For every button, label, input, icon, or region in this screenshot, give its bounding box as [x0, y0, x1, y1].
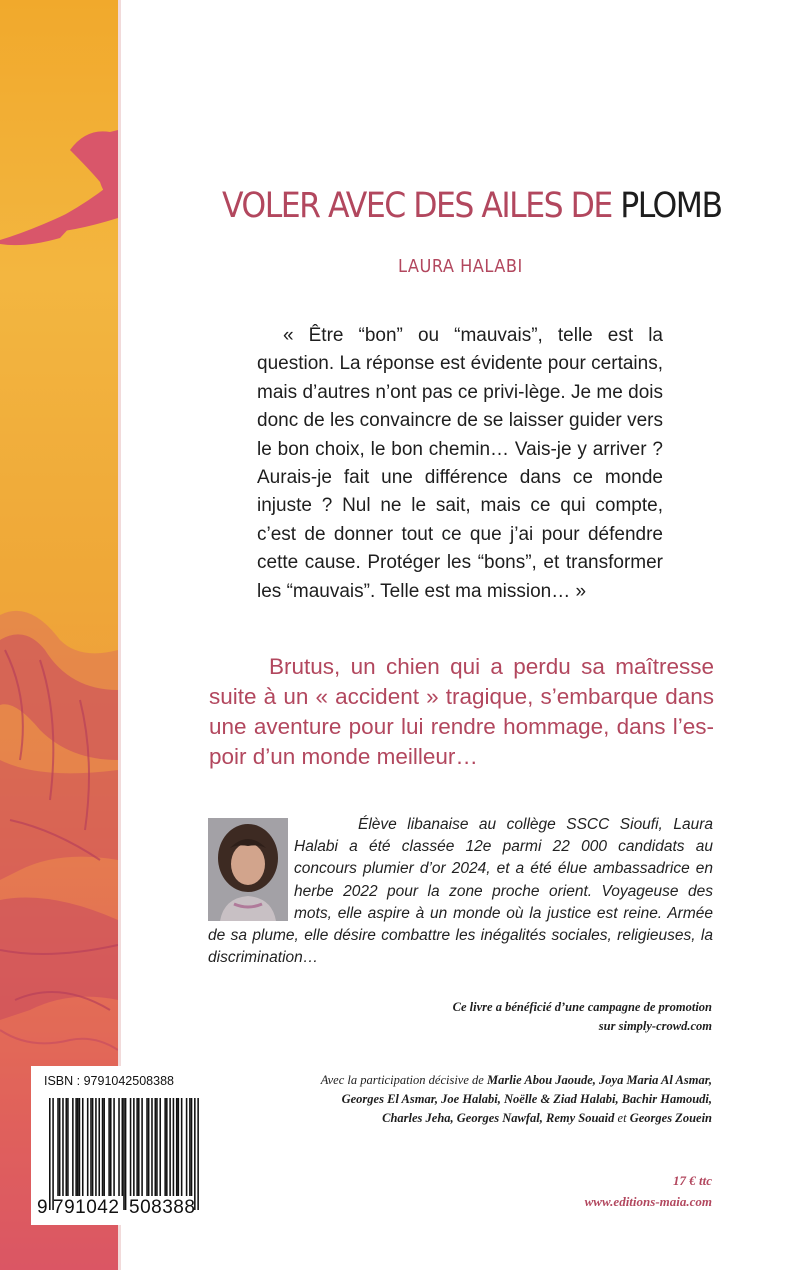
barcode-bar [133, 1098, 135, 1196]
barcode-bar [79, 1098, 81, 1196]
barcode-bar [62, 1098, 64, 1196]
barcode-bar [146, 1098, 148, 1196]
barcode-box [31, 1066, 207, 1225]
book-title [222, 182, 742, 230]
barcode-bar [59, 1098, 61, 1196]
book-title-part2: PLOMB [620, 186, 722, 226]
barcode-bar [166, 1098, 168, 1196]
barcode-bar [49, 1098, 51, 1210]
barcode-bar [189, 1098, 191, 1196]
author-bio-text: Élève libanaise au collège SSCC Sioufi, Laura Halabi a été classée 12e parmi 22 000 candidats au concours plumier d’or 2024, et a été élue ambassadrice en herbe 2022 pour la zone proche orient. Voyageuse des mots, elle aspire à un monde où la justice est reine. Armée de sa plume, elle désire combattre les inégalités sociales, religieuses, la discrimination… [208, 816, 713, 967]
quote-block [257, 322, 663, 606]
barcode-bar [57, 1098, 59, 1196]
barcode-bar [123, 1098, 125, 1210]
barcode-bar [113, 1098, 115, 1196]
credits-last: Georges Zouein [629, 1111, 712, 1125]
barcode-bar [148, 1098, 150, 1196]
barcode-bar [191, 1098, 193, 1196]
publisher-website: www.editions-maia.com [584, 1194, 712, 1209]
quote-part1: « Être “bon” ou “mauvais”, telle est la question. La réponse est évidente pour certains, mais d’autres n’ont pas ce privi- [257, 325, 663, 403]
barcode-bar [122, 1098, 124, 1196]
promo-line-2: sur simply-crowd.com [598, 1019, 712, 1033]
barcode-bar [65, 1098, 67, 1196]
summary-block [209, 652, 714, 772]
barcode-bar [181, 1098, 183, 1196]
photo-spacer [208, 814, 294, 924]
barcode-bar [138, 1098, 140, 1196]
barcode-bar [169, 1098, 171, 1196]
barcode-bar [125, 1098, 127, 1210]
author-bio [208, 814, 713, 969]
barcode-bar [118, 1098, 120, 1196]
barcode-bar [156, 1098, 158, 1196]
barcode-bar [173, 1098, 175, 1196]
barcode-bar [92, 1098, 94, 1196]
credits-names: Marlie Abou Jaoude, Joya Maria Al Asmar, Georges El Asmar, Joe Halabi, Noëlle & Ziad Halabi, Bachir Hamoudi, Charles Jeha, Georges Nawfal, Remy Souaid [341, 1073, 712, 1125]
quote-part2: lège. Je me dois donc de les convaincre de se laisser guider vers le bon choix, le bon chemin… Vais-je y arriver ? Aurais-je fait une différence dans ce monde injuste ? Nul ne le sait, mais ce qui compte, c’est de donner tout ce que j’ai pour défendre cette cause. Protéger les “bons”, et transformer les “mauvais”. Telle est ma mission… » [257, 381, 663, 602]
barcode-bar [52, 1098, 54, 1210]
barcode-bar [102, 1098, 104, 1196]
price: 17 € ttc [673, 1173, 712, 1188]
barcode-bar [87, 1098, 89, 1196]
barcode-bar [141, 1098, 143, 1196]
promo-note [332, 998, 712, 1036]
barcode-bar [67, 1098, 69, 1196]
isbn-label: ISBN : 9791042508388 [44, 1074, 174, 1088]
author-name: LAURA HALABI [398, 256, 523, 277]
promo-line-1: Ce livre a bénéficié d’une campagne de promotion [452, 1000, 712, 1014]
barcode-bar [164, 1098, 166, 1196]
barcode-bar [136, 1098, 138, 1196]
barcode-bar [90, 1098, 92, 1196]
barcode-bar [110, 1098, 112, 1196]
summary-text: Brutus, un chien qui a perdu sa maîtresse suite à un « accident » tragique, s’embarque dans une aventure pour lui rendre hommage, dans l’es-poir d’un monde meilleur… [209, 654, 714, 769]
barcode-bar [77, 1098, 79, 1196]
barcode-bar [178, 1098, 180, 1196]
credits [312, 1071, 712, 1128]
barcode-bar [103, 1098, 105, 1196]
barcode-bar [176, 1098, 178, 1196]
barcode-digits-right: 508388 [129, 1197, 196, 1218]
barcode-bar [186, 1098, 188, 1196]
barcode-bar [159, 1098, 161, 1196]
barcode-bar [194, 1098, 196, 1210]
barcode-bar [95, 1098, 97, 1196]
credits-and: et [614, 1111, 630, 1125]
barcode-bar [72, 1098, 74, 1196]
barcode-digits-left: 791042 [53, 1197, 120, 1218]
credits-intro: Avec la participation décisive de [320, 1073, 487, 1087]
barcode-bar [98, 1098, 100, 1196]
barcode-bar [75, 1098, 77, 1196]
barcode-digit-lead: 9 [37, 1197, 49, 1218]
barcode-bar [154, 1098, 156, 1196]
barcode-bar [82, 1098, 84, 1196]
book-title-part1: VOLER AVEC DES AILES DE [222, 186, 621, 226]
barcode-bar [151, 1098, 153, 1196]
quote-text [257, 322, 663, 606]
barcode-bar [197, 1098, 199, 1210]
barcode-bar [130, 1098, 132, 1196]
barcode-bar [108, 1098, 110, 1196]
barcode-digits [37, 1197, 195, 1219]
